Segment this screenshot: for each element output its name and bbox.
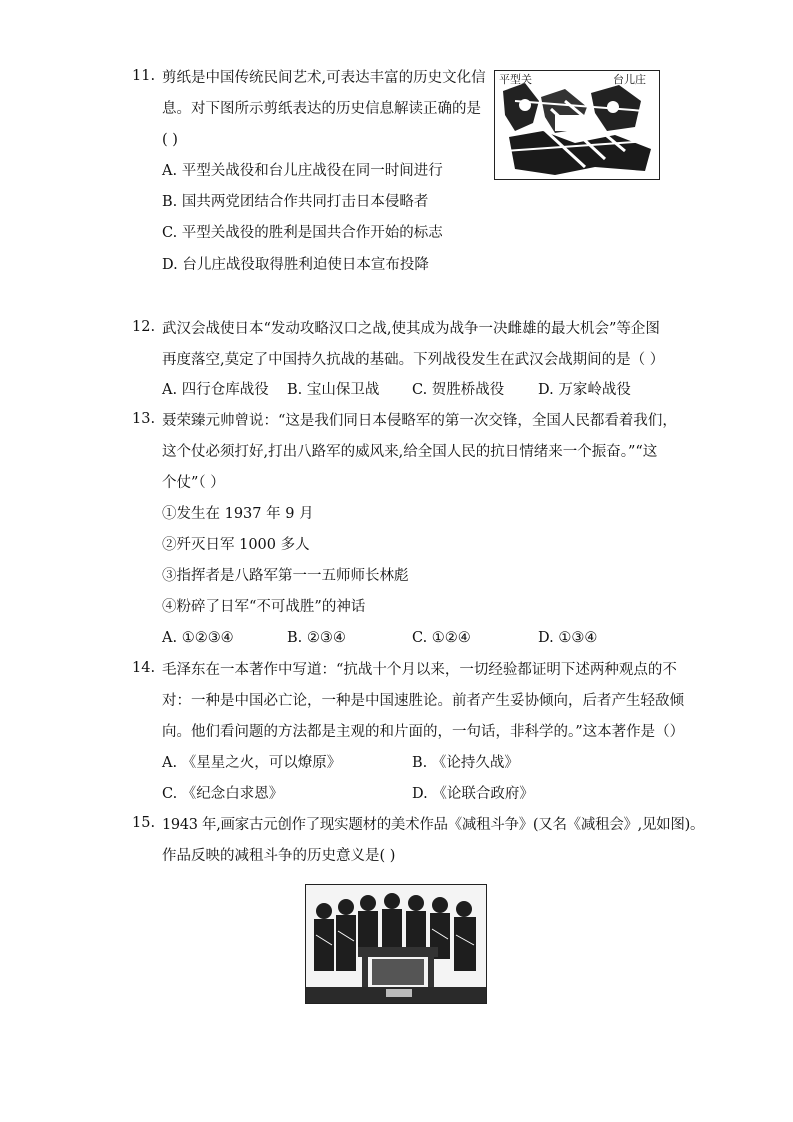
- option-b[interactable]: B. ②③④: [287, 630, 346, 646]
- question-number: 15.: [132, 815, 156, 831]
- papercut-label-right: 台儿庄: [613, 73, 646, 86]
- question-text-line: 对：一种是中国必亡论，一种是中国速胜论。前者产生妥协倾向，后者产生轻敌倾: [162, 693, 684, 709]
- option-d[interactable]: D. 万家岭战役: [538, 382, 631, 398]
- option-b[interactable]: B. 宝山保卫战: [287, 382, 380, 398]
- option-b[interactable]: B. 国共两党团结合作共同打击日本侵略者: [162, 194, 429, 210]
- option-a[interactable]: A. 平型关战役和台儿庄战役在同一时间进行: [162, 163, 443, 179]
- option-c[interactable]: C. 平型关战役的胜利是国共合作开始的标志: [162, 225, 443, 241]
- answer-blank: ( ): [162, 132, 178, 148]
- option-c[interactable]: C. ①②④: [412, 630, 471, 646]
- question-text-line: 1943 年,画家古元创作了现实题材的美术作品《减租斗争》(又名《减租会》,见如图)。: [162, 817, 705, 833]
- question-text-line: 个仗”（ ）: [162, 475, 225, 491]
- option-c[interactable]: C. 贺胜桥战役: [412, 382, 505, 398]
- option-c[interactable]: C. 《纪念白求恩》: [162, 786, 284, 802]
- option-a[interactable]: A. 四行仓库战役: [162, 382, 269, 398]
- question-text-line: 向。他们看问题的方法都是主观的和片面的，一句话，非科学的。”这本著作是（）: [162, 724, 685, 740]
- question-text-line: 武汉会战使日本“发动攻略汉口之战,使其成为战争一决雌雄的最大机会”等企图: [162, 321, 660, 337]
- statement-1: ①发生在 1937 年 9 月: [162, 506, 314, 522]
- option-b[interactable]: B. 《论持久战》: [412, 755, 519, 771]
- papercut-illustration: [495, 71, 659, 179]
- option-d[interactable]: D. 台儿庄战役取得胜利迫使日本宣布投降: [162, 257, 429, 273]
- question-text-line: 毛泽东在一本著作中写道：“抗战十个月以来，一切经验都证明下述两种观点的不: [162, 662, 677, 678]
- question-text-line: 息。对下图所示剪纸表达的历史信息解读正确的是: [162, 101, 481, 117]
- question-text-line: 作品反映的减租斗争的历史意义是( ): [162, 848, 396, 864]
- question-number: 12.: [132, 319, 156, 335]
- woodcut-illustration: [306, 885, 486, 1003]
- question-text-line: 剪纸是中国传统民间艺术,可表达丰富的历史文化信: [162, 70, 486, 86]
- statement-4: ④粉碎了日军“不可战胜”的神话: [162, 599, 366, 615]
- question-text-line: 聂荣臻元帅曾说：“这是我们同日本侵略军的第一次交锋，全国人民都看着我们，: [162, 413, 677, 429]
- papercut-label-left: 平型关: [499, 73, 532, 86]
- question-number: 14.: [132, 660, 156, 676]
- woodcut-image: [305, 884, 487, 1004]
- question-text-line: 这个仗必须打好,打出八路军的威风来,给全国人民的抗日情绪来一个振奋。”“这: [162, 444, 658, 460]
- question-text-line: 再度落空,莫定了中国持久抗战的基础。下列战役发生在武汉会战期间的是（ ）: [162, 352, 665, 368]
- option-a[interactable]: A. 《星星之火，可以燎原》: [162, 755, 342, 771]
- statement-2: ②歼灭日军 1000 多人: [162, 537, 310, 553]
- option-a[interactable]: A. ①②③④: [162, 630, 234, 646]
- option-d[interactable]: D. 《论联合政府》: [412, 786, 534, 802]
- question-number: 11.: [132, 68, 156, 84]
- option-d[interactable]: D. ①③④: [538, 630, 598, 646]
- question-number: 13.: [132, 411, 156, 427]
- papercut-image: [494, 70, 660, 180]
- statement-3: ③指挥者是八路军第一一五师师长林彪: [162, 568, 409, 584]
